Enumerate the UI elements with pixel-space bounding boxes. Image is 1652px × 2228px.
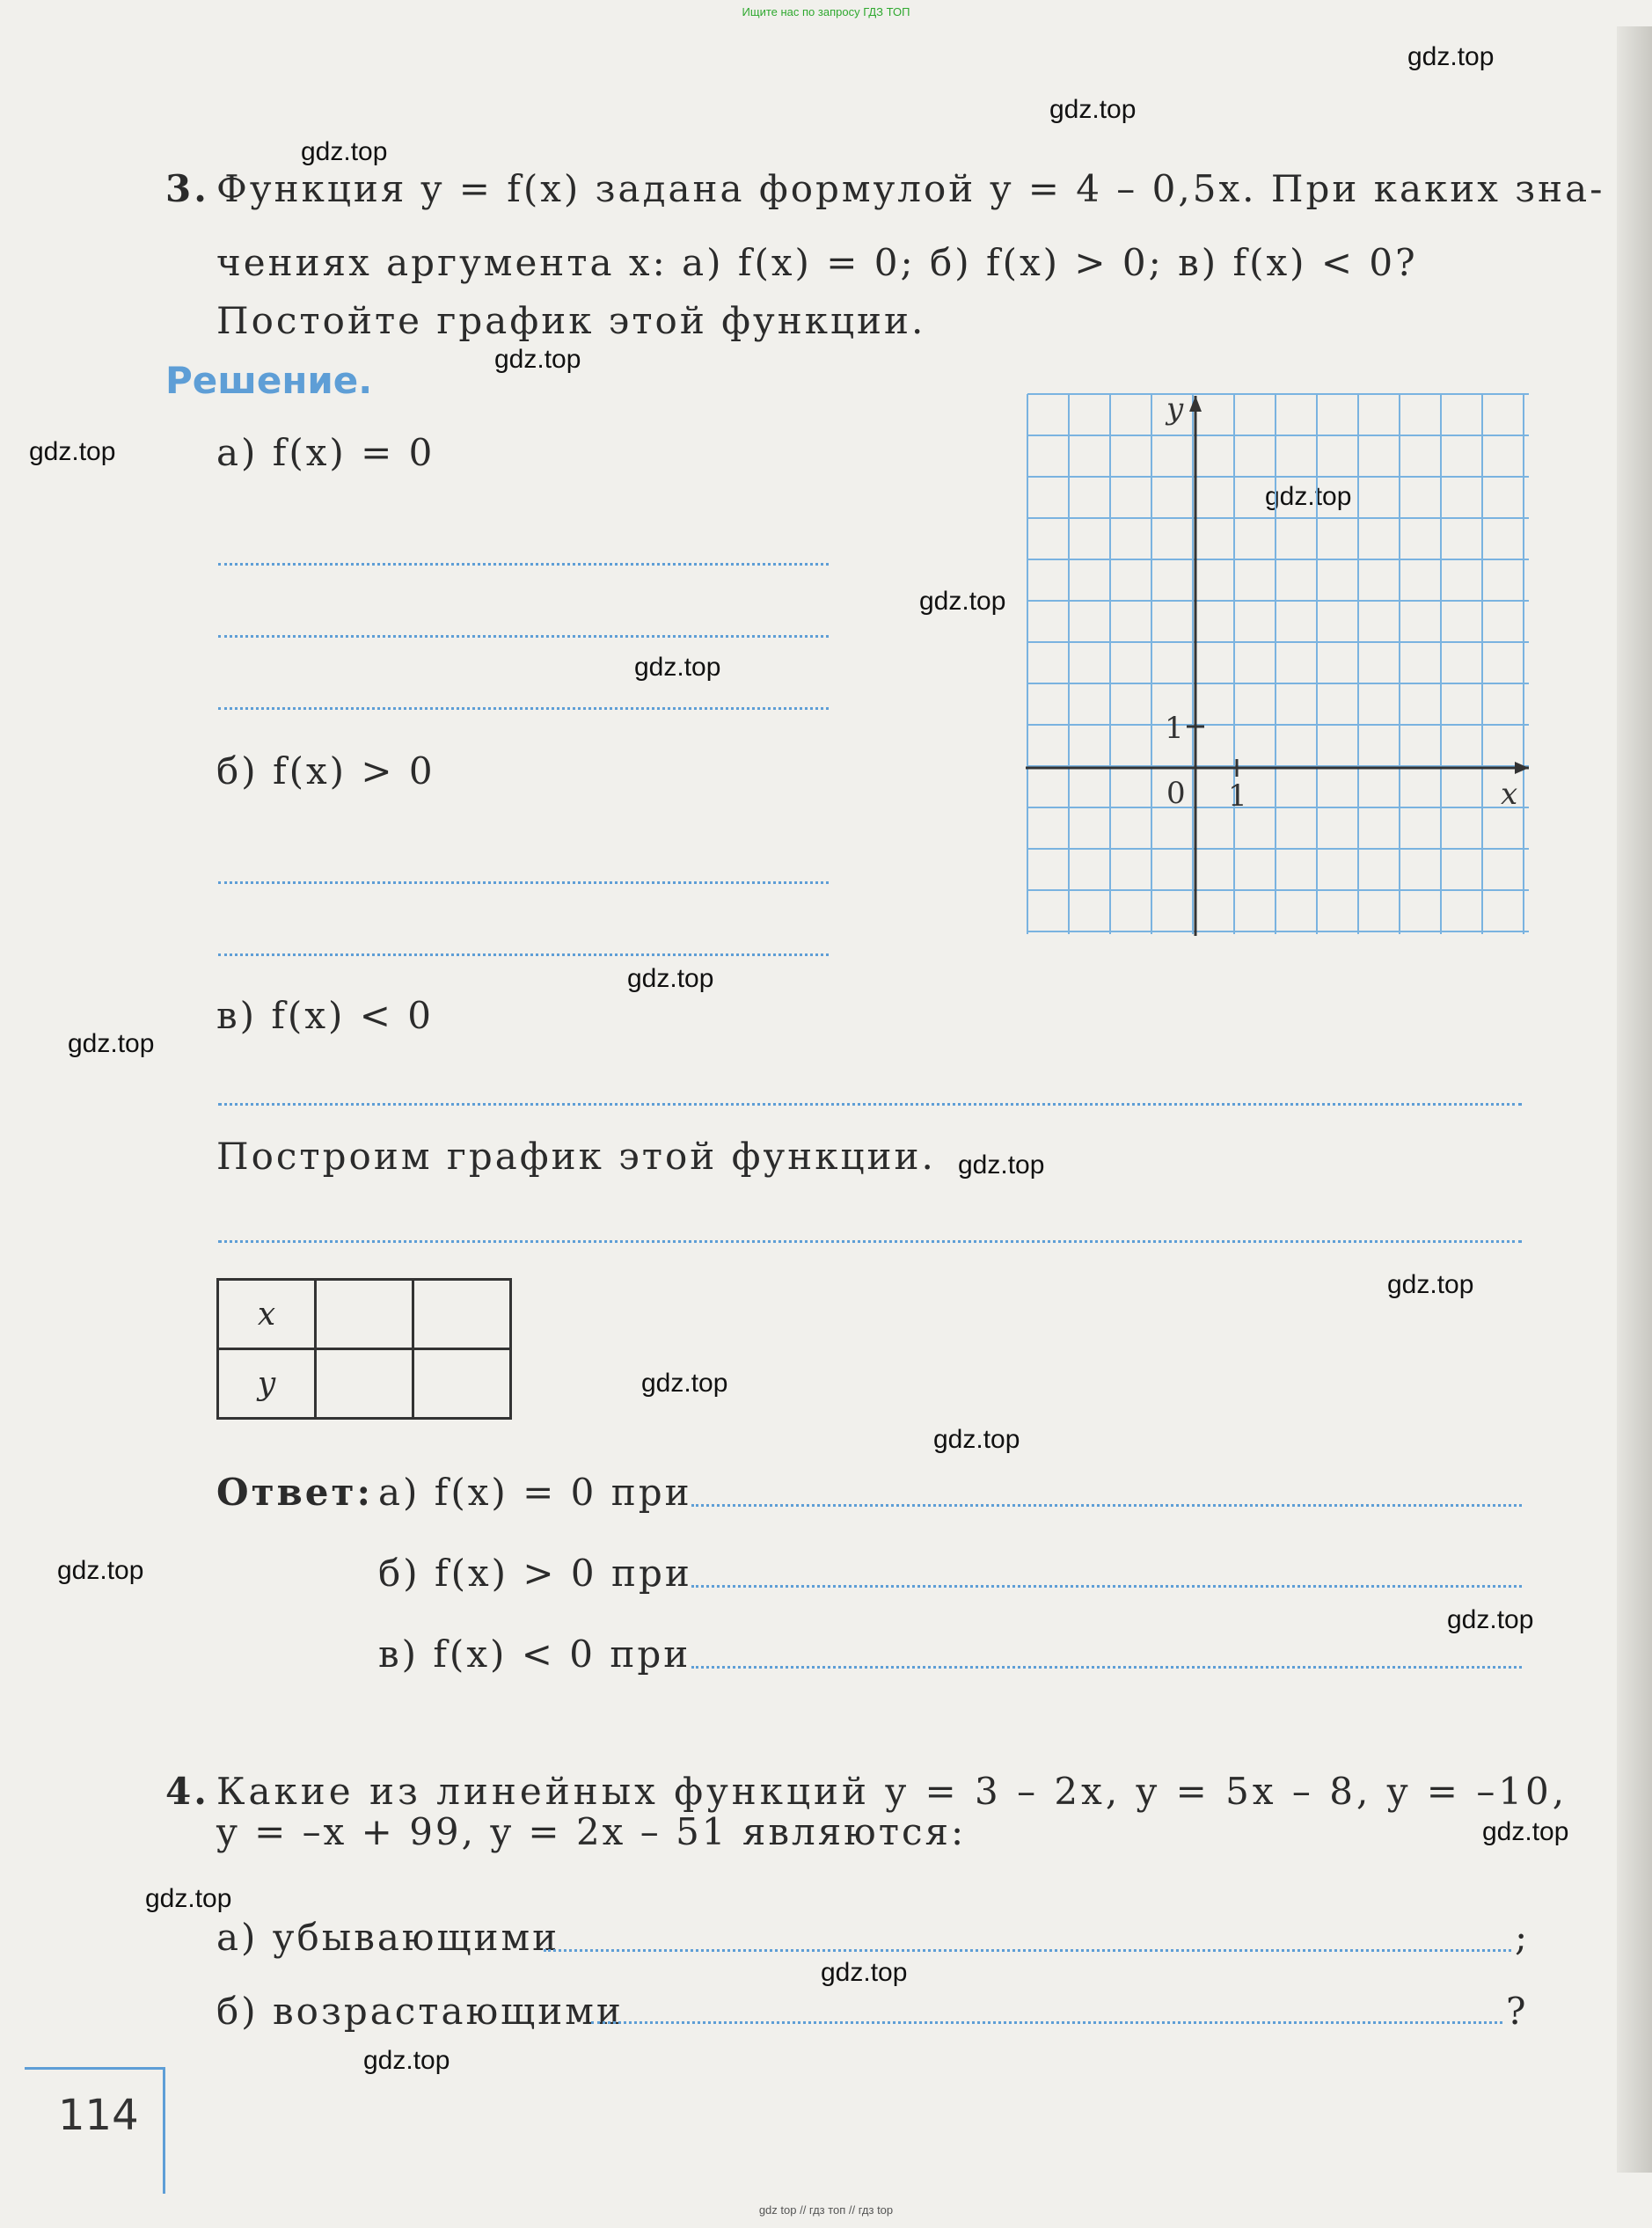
watermark: gdz.top <box>145 1884 232 1913</box>
task3-number: 3. <box>165 167 209 210</box>
table-cell[interactable] <box>316 1349 413 1419</box>
watermark: gdz.top <box>634 653 721 682</box>
watermark: gdz.top <box>821 1958 908 1987</box>
task3-line2: чениях аргумента x: а) f(x) = 0; б) f(x) > 0; в) f(x) < 0? <box>216 241 1418 284</box>
task4-b: б) возрастающими <box>216 1990 624 2033</box>
watermark: gdz.top <box>1387 1270 1474 1299</box>
y-one-label: 1 <box>1165 711 1184 746</box>
x-axis-arrow <box>1515 762 1529 774</box>
task4-a: а) убывающими <box>216 1916 560 1959</box>
watermark: gdz.top <box>57 1556 144 1585</box>
watermark: gdz.top <box>29 437 116 466</box>
watermark: gdz.top <box>494 345 581 374</box>
watermark: gdz.top <box>641 1369 728 1398</box>
bottom-note: gdz top // гдз топ // гдз top <box>758 2203 894 2217</box>
answer-line[interactable] <box>691 1504 1522 1507</box>
solution-label: Решение. <box>165 359 373 402</box>
watermark: gdz.top <box>919 587 1006 616</box>
build-graph-text: Построим график этой функции. <box>216 1135 936 1178</box>
xy-table <box>216 1278 512 1420</box>
watermark: gdz.top <box>301 137 388 166</box>
page-number: 114 <box>25 2067 165 2194</box>
answer-line[interactable] <box>218 881 829 884</box>
watermark: gdz.top <box>627 964 714 993</box>
table-y-label: y <box>218 1349 316 1419</box>
task3-line3: Постойте график этой функции. <box>216 299 926 342</box>
answer-line[interactable] <box>218 563 829 566</box>
answer-b: б) f(x) > 0 при <box>378 1552 692 1595</box>
task4-line1: Какие из линейных функций y = 3 – 2x, y = 5x – 8, y = –10, <box>216 1770 1568 1813</box>
coordinate-grid[interactable] <box>1026 392 1531 938</box>
table-cell[interactable] <box>413 1280 511 1349</box>
answer-line[interactable] <box>218 707 829 710</box>
watermark: gdz.top <box>933 1425 1020 1454</box>
watermark: gdz.top <box>1049 95 1137 124</box>
table-cell[interactable] <box>316 1280 413 1349</box>
origin-label: 0 <box>1166 776 1186 811</box>
task3-line1: Функция y = f(x) задана формулой y = 4 – 0,5x. При каких зна- <box>216 167 1605 210</box>
watermark: gdz.top <box>958 1151 1045 1180</box>
answer-label: Ответ: <box>216 1471 374 1514</box>
answer-line[interactable] <box>591 2021 1502 2024</box>
top-note: Ищите нас по запросу ГДЗ ТОП <box>742 5 910 18</box>
answer-line[interactable] <box>218 635 829 638</box>
watermark: gdz.top <box>68 1029 155 1058</box>
task4-line2: y = –x + 99, y = 2x – 51 являются: <box>216 1810 967 1853</box>
task4-a-end: ; <box>1515 1916 1531 1959</box>
watermark: gdz.top <box>1447 1605 1534 1634</box>
table-cell[interactable] <box>413 1349 511 1419</box>
answer-line[interactable] <box>691 1666 1522 1669</box>
watermark: gdz.top <box>1265 482 1352 511</box>
answer-line[interactable] <box>691 1585 1522 1588</box>
item-a: а) f(x) = 0 <box>216 431 435 474</box>
answer-line[interactable] <box>218 1103 1522 1106</box>
watermark: gdz.top <box>363 2046 450 2075</box>
answer-a: а) f(x) = 0 при <box>378 1471 692 1514</box>
table-x-label: x <box>218 1280 316 1349</box>
answer-v: в) f(x) < 0 при <box>378 1633 691 1676</box>
x-one-label: 1 <box>1228 778 1247 814</box>
answer-line[interactable] <box>218 1240 1522 1243</box>
answer-line[interactable] <box>544 1949 1511 1952</box>
item-v: в) f(x) < 0 <box>216 994 434 1037</box>
x-axis-label: x <box>1501 777 1518 812</box>
watermark: gdz.top <box>1482 1817 1569 1846</box>
answer-line[interactable] <box>218 953 829 956</box>
task4-number: 4. <box>165 1770 209 1813</box>
y-axis-arrow <box>1189 396 1202 412</box>
watermark: gdz.top <box>1407 42 1495 71</box>
page-edge-shadow <box>1617 26 1652 2173</box>
y-axis-label: y <box>1166 392 1184 427</box>
item-b: б) f(x) > 0 <box>216 749 435 793</box>
task4-b-end: ? <box>1506 1990 1529 2033</box>
